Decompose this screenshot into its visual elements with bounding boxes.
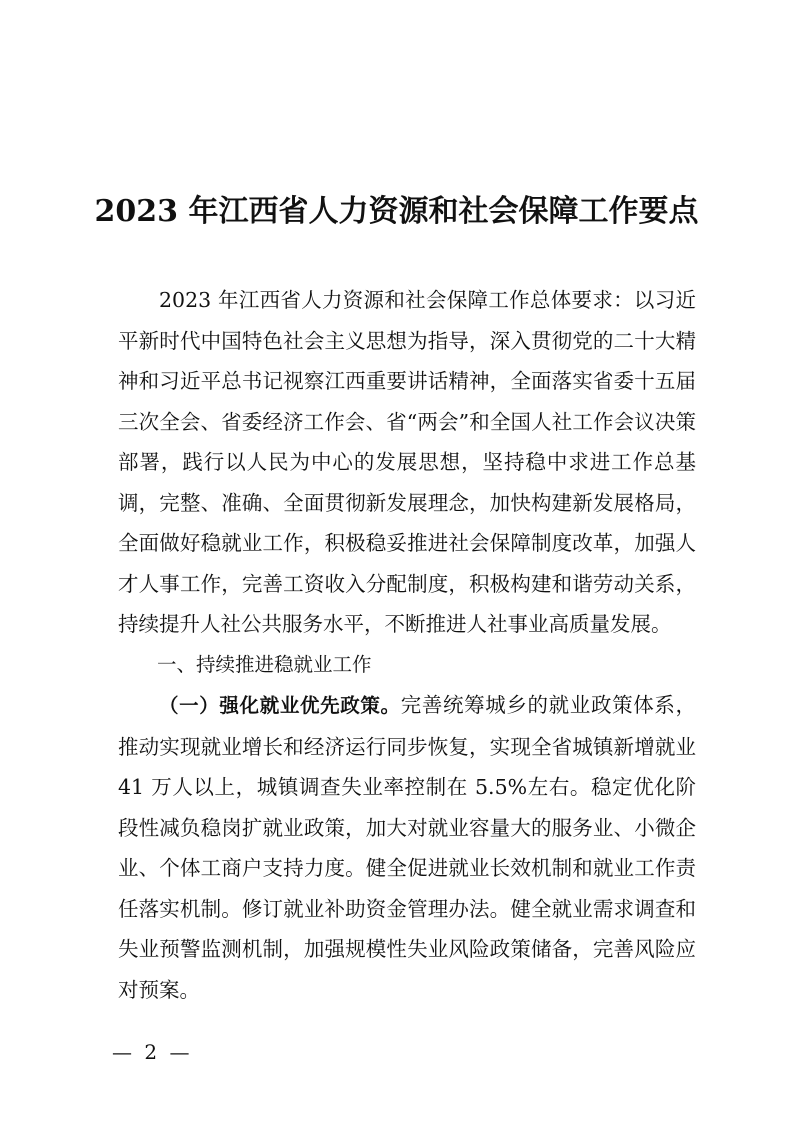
- section-heading: 一、持续推进稳就业工作: [157, 652, 372, 676]
- document-body: [118, 280, 696, 1010]
- intro-paragraph: 2023 年江西省人力资源和社会保障工作总体要求：以习近平新时代中国特色社会主义思想为指导，深入贯彻党的二十大精神和习近平总书记视察江西重要讲话精神，全面落实省委十五届三次全会、省委经济工作会、省“两会”和全国人社工作会议决策部署，践行以人民为中心的发展思想，坚持稳中求进工作总基调，完整、准确、全面贯彻新发展理念，加快构建新发展格局，全面做好稳就业工作，积极稳妥推进社会保障制度改革，加强人才人事工作，完善工资收入分配制度，积极构建和谐劳动关系，持续提升人社公共服务水平，不断推进人社事业高质量发展。: [118, 288, 696, 636]
- page-number: — 2 —: [112, 1040, 193, 1064]
- subsection-heading: （一）强化就业优先政策。: [159, 694, 401, 717]
- page-title: 2023 年江西省人力资源和社会保障工作要点: [94, 194, 699, 229]
- subsection-paragraph: [118, 685, 696, 1010]
- subsection-body: 完善统筹城乡的就业政策体系，推动实现就业增长和经济运行同步恢复，实现全省城镇新增就业 41 万人以上，城镇调查失业率控制在 5.5%左右。稳定优化阶段性减负稳岗扩就业政策，加大对就业容量大的服务业、小微企业、个体工商户支持力度。健全促进就业长效机制和就业工作责任落实机制。修订就业补助资金管理办法。健全就业需求调查和失业预警监测机制，加强规模性失业风险政策储备，完善风险应对预案。: [118, 693, 696, 1002]
